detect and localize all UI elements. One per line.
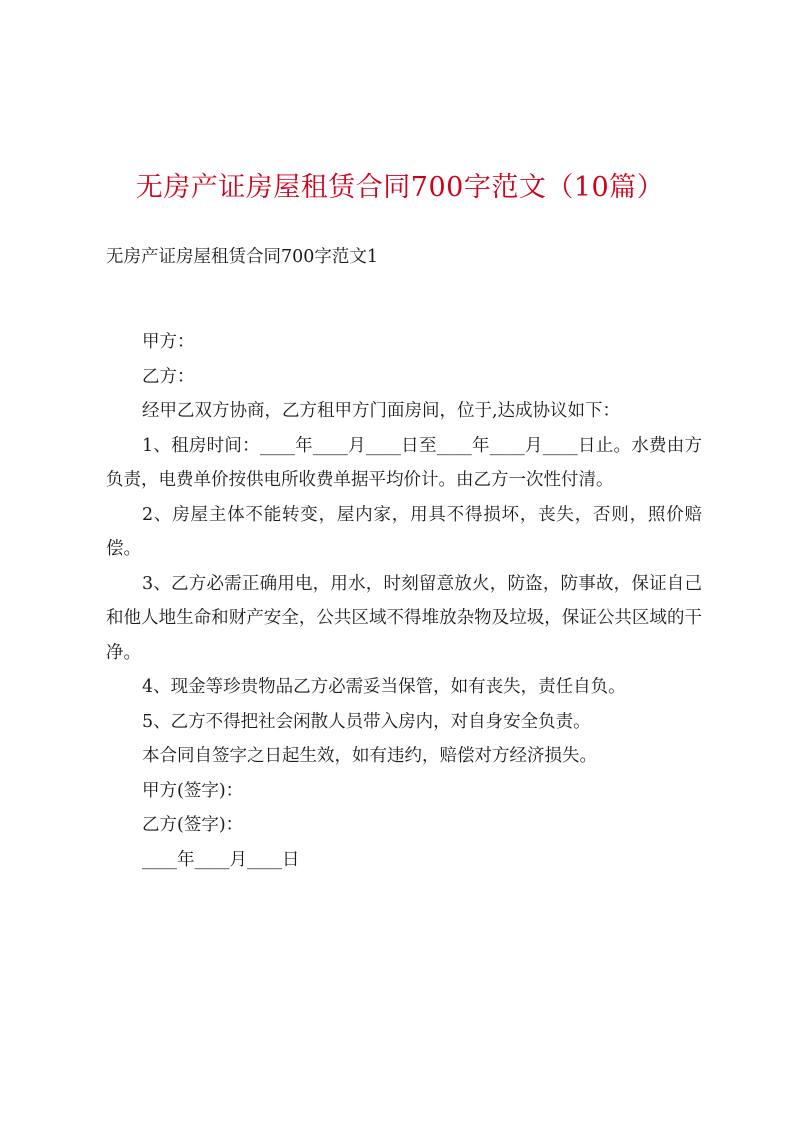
- signing-date: ____年____月____日: [142, 849, 300, 870]
- contract-body: [106, 325, 702, 877]
- party-a-line: 甲方：: [142, 332, 195, 352]
- clause-5: 5、乙方不得把社会闲散人员带入房内，对自身安全负责。: [142, 711, 591, 732]
- party-b-line: 乙方：: [142, 366, 195, 387]
- effective-clause: 本合同自签字之日起生效，如有违约，赔偿对方经济损失。: [142, 746, 597, 766]
- clause-3: 3、乙方必需正确用电，用水，时刻留意放火，防盗，防事故，保证自己和他人地生命和财产安全，公共区域不得堆放杂物及垃圾，保证公共区域的干净。: [106, 573, 702, 663]
- party-b-signature: 乙方(签字)：: [142, 815, 244, 835]
- agreement-intro: 经甲乙双方协商，乙方租甲方门面房间，位于,达成协议如下：: [142, 401, 621, 421]
- clause-1: 1、租房时间：____年____月____日至____年____月____日止。水费由方负责，电费单价按供电所收费单据平均价计。由乙方一次性付清。: [106, 435, 702, 490]
- party-a-signature: 甲方(签字)：: [142, 780, 244, 801]
- document-title: 无房产证房屋租赁合同700字范文（10篇）: [135, 172, 665, 203]
- section-heading: 无房产证房屋租赁合同700字范文1: [106, 247, 379, 267]
- clause-2: 2、房屋主体不能转变，屋内家，用具不得损坏，丧失，否则，照价赔偿。: [106, 504, 702, 559]
- clause-4: 4、现金等珍贵物品乙方必需妥当保管，如有丧失，责任自负。: [142, 677, 626, 697]
